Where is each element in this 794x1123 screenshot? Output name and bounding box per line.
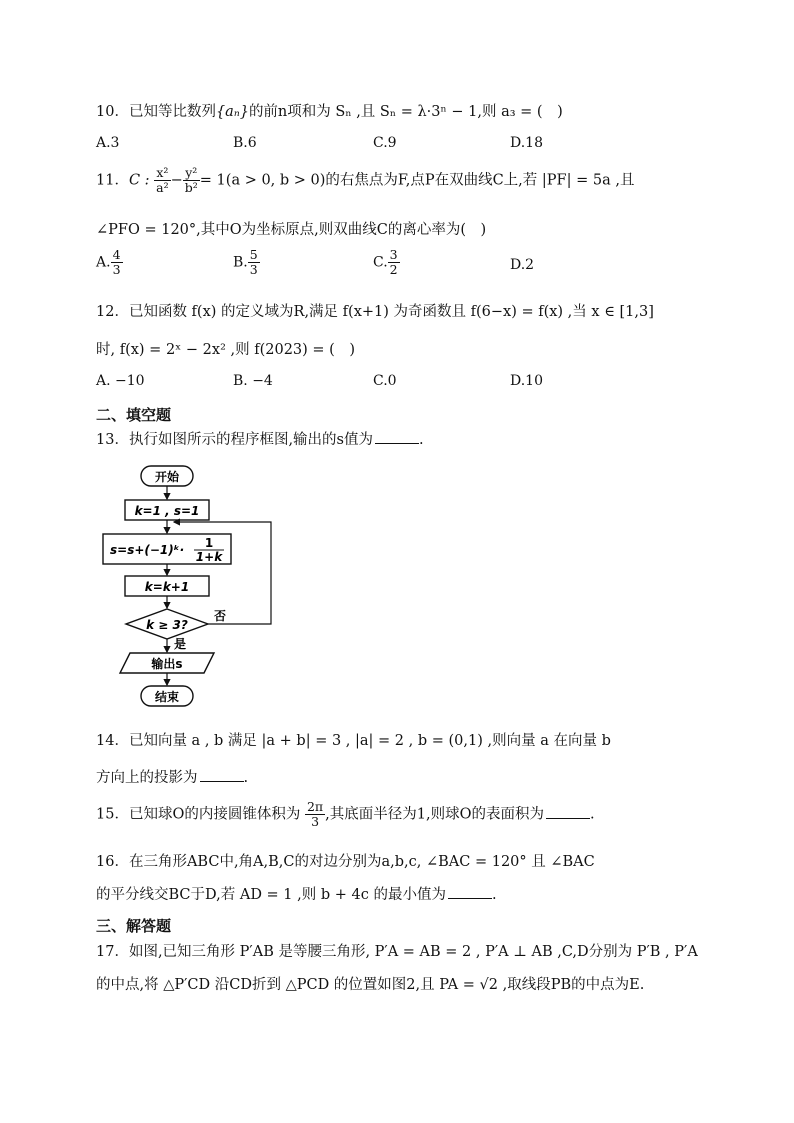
question-15: 15．已知球O的内接圆锥体积为 $\frac{2\pi}{3}$ ,其底面半径为1,则球O的表面积为 . — [96, 799, 595, 829]
option-b: B. −4 — [233, 373, 273, 389]
curve-label: C : — [128, 172, 150, 189]
option-d: D.10 — [510, 373, 543, 389]
question-12-line2: 时, f(x) = 2ˣ − 2x² ,则 f(2023) = ( ) — [96, 342, 355, 358]
question-text: 已知向量 a , b 满足 |a + b| = 3 , |a| = 2 , b = (0,1) ,则向量 a 在向量 b — [128, 733, 611, 749]
question-number: 14． — [96, 733, 129, 749]
condition-label: k ≥ 3? — [146, 618, 188, 632]
question-13: 13．执行如图所示的程序框图,输出的s值为 . — [96, 432, 424, 448]
question-text: = 1(a > 0, b > 0)的右焦点为F,点P在双曲线C上,若 |PF| = 5a ,且 — [199, 172, 635, 189]
question-text: 执行如图所示的程序框图,输出的s值为 — [128, 432, 374, 448]
option-b: B.6 — [233, 135, 257, 151]
option-c: C.9 — [373, 135, 397, 151]
section-heading-solutions: 三、解答题 — [96, 917, 172, 935]
no-label: 否 — [214, 609, 227, 623]
question-number: 16． — [96, 854, 129, 870]
option-b: B. $\frac{5}{3}$ — [233, 247, 258, 277]
question-text: 已知球O的内接圆锥体积为 — [128, 806, 301, 823]
question-text: ,其底面半径为1,则球O的表面积为 — [325, 806, 544, 823]
question-17 — [96, 940, 698, 961]
section-heading-fill-in: 二、填空题 — [96, 406, 172, 424]
question-16-line2: 的平分线交BC于D,若 AD = 1 ,则 b + 4c 的最小值为 . — [96, 887, 497, 903]
option-fraction: $\frac{5}{3}$ — [249, 247, 258, 277]
question-number: 12． — [96, 304, 129, 320]
option-fraction: $\frac{4}{3}$ — [112, 247, 121, 277]
question-text: 已知函数 f(x) 的定义域为R,满足 f(x+1) 为奇函数且 f(6−x) = f(x) ,当 x ∈ [1,3] — [128, 304, 654, 320]
option-c: C. $\frac{3}{2}$ — [373, 247, 398, 277]
update-k-label: k=k+1 — [144, 580, 190, 594]
volume-fraction: $\frac{2\pi}{3}$ — [306, 799, 324, 829]
fraction-y2-b2: $\frac{\text{y²}}{\text{b²}}$ — [184, 165, 198, 195]
fraction-x2-a2: $\frac{\text{x²}}{\text{a²}}$ — [156, 165, 169, 195]
option-a: A. −10 — [96, 373, 145, 389]
answer-blank — [375, 442, 419, 444]
question-17-line2: 的中点,将 △P′CD 沿CD折到 △PCD 的位置如图2,且 PA = √2 ,取线段PB的中点为E. — [96, 977, 645, 993]
option-d: D.18 — [510, 135, 543, 151]
option-d: D.2 — [510, 257, 535, 273]
answer-blank — [546, 817, 590, 819]
end-label: 结束 — [154, 690, 180, 704]
question-11 — [96, 166, 634, 195]
question-number: 11． — [96, 172, 129, 189]
start-label: 开始 — [154, 470, 180, 484]
question-number: 13． — [96, 432, 129, 448]
init-label: k=1 , s=1 — [134, 504, 200, 518]
sequence-symbol: {aₙ} — [215, 104, 249, 120]
option-a: A.3 — [96, 135, 120, 151]
fraction-numerator: 1 — [204, 536, 214, 550]
question-number: 15． — [96, 806, 129, 823]
program-flowchart — [96, 460, 286, 710]
question-10 — [96, 100, 563, 121]
minus-sign: − — [170, 172, 183, 189]
question-12 — [96, 300, 654, 321]
option-c: C.0 — [373, 373, 397, 389]
question-number: 10． — [96, 104, 129, 120]
question-14-line2: 方向上的投影为 . — [96, 770, 249, 786]
question-14 — [96, 729, 611, 750]
question-16 — [96, 850, 595, 871]
answer-blank — [200, 780, 244, 782]
option-fraction: $\frac{3}{2}$ — [389, 247, 398, 277]
fraction-denominator: 1+k — [195, 550, 223, 564]
question-text: 如图,已知三角形 P′AB 是等腰三角形, P′A = AB = 2 , P′A ⊥ AB ,C,D分别为 P′B , P′A — [128, 944, 698, 960]
update-s-label: s=s+(−1)ᵏ· — [110, 543, 185, 557]
question-text: 在三角形ABC中,角A,B,C的对边分别为a,b,c, ∠BAC = 120° 且 ∠BAC — [128, 854, 595, 870]
option-a: A. $\frac{4}{3}$ — [96, 247, 121, 277]
answer-blank — [448, 897, 492, 899]
question-11-line2: ∠PFO = 120°,其中O为坐标原点,则双曲线C的离心率为( ) — [96, 222, 487, 238]
yes-label: 是 — [174, 637, 187, 651]
question-text: 的前n项和为 Sₙ ,且 Sₙ = λ·3ⁿ − 1,则 a₃ = ( ) — [248, 104, 563, 120]
question-text: 已知等比数列 — [128, 104, 216, 120]
output-label: 输出s — [151, 657, 183, 671]
question-number: 17． — [96, 944, 129, 960]
